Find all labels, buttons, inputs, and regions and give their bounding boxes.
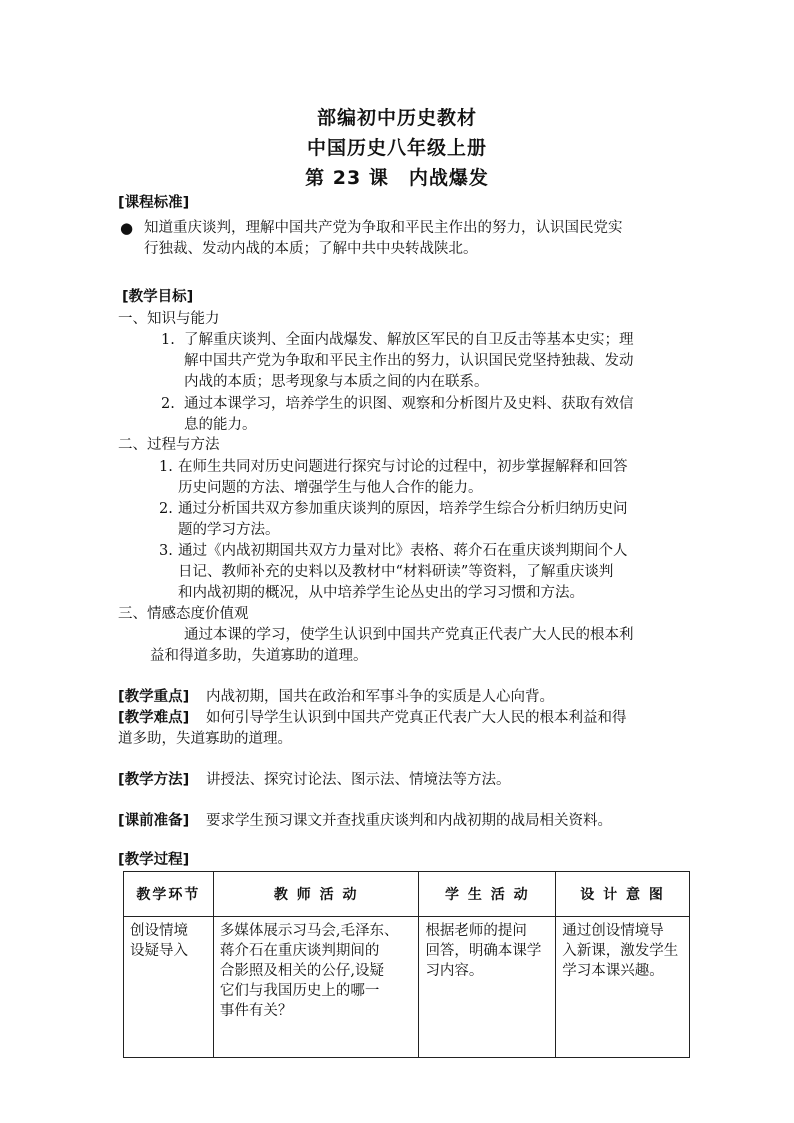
list-item: 在师生共同对历史问题进行探究与讨论的过程中，初步掌握解释和回答 (178, 459, 628, 475)
cell-line: 创设情境 (130, 923, 188, 939)
process-table (123, 871, 690, 1058)
header-student: 学 生 活 动 (419, 872, 556, 917)
list-item: 了解重庆谈判、全面内战爆发、解放区军民的自卫反击等基本史实；理 (184, 332, 634, 348)
cell-line: 回答，明确本课学 (425, 943, 542, 959)
cell-line: 习内容。 (425, 963, 484, 979)
cell-line: 通过创设情境导 (562, 923, 664, 939)
difficulty-label: [教学难点] (118, 710, 190, 726)
list-item: 通过《内战初期国共双方力量对比》表格、蒋介石在重庆谈判期间个人 (178, 543, 628, 559)
list-number: 2. (159, 501, 173, 517)
doc-title-lesson: 第 23 课 内战爆发 (305, 167, 489, 189)
difficulty-text: 道多助，失道寡助的道理。 (118, 731, 292, 747)
list-item: 题的学习方法。 (178, 522, 280, 538)
cell-line: 根据老师的提问 (425, 923, 527, 939)
list-item: 通过本课学习，培养学生的识图、观察和分析图片及史料、获取有效信 (184, 396, 634, 412)
list-item: 日记、教师补充的史料以及教材中“材料研读”等资料，了解重庆谈判 (178, 564, 614, 580)
cell-line: 多媒体展示习马会,毛泽东、 (219, 923, 399, 939)
emotion-line: 益和得道多助，失道寡助的道理。 (150, 648, 368, 664)
header-teacher: 教 师 活 动 (213, 872, 419, 917)
cell-line: 合影照及相关的公仔,设疑 (219, 963, 384, 979)
cell-stage (124, 917, 214, 1058)
cell-line: 设疑导入 (130, 943, 188, 959)
goal-heading-process: 二、过程与方法 (118, 437, 220, 453)
key-point-text: 内战初期，国共在政治和军事斗争的实质是人心向背。 (206, 689, 554, 705)
list-number: 2. (161, 396, 175, 412)
list-number: 1. (159, 459, 173, 475)
curriculum-line: 知道重庆谈判，理解中国共产党为争取和平民主作出的努力，认识国民党实 (144, 220, 623, 236)
goals-label: [教学目标] (122, 289, 194, 305)
curriculum-label: [课程标准] (118, 195, 190, 211)
goal-heading-knowledge: 一、知识与能力 (118, 311, 220, 327)
cell-line: 入新课，激发学生 (562, 943, 679, 959)
cell-student (419, 917, 556, 1058)
list-number: 1. (161, 332, 175, 348)
table-row (124, 917, 690, 1058)
methods-text: 讲授法、探究讨论法、图示法、情境法等方法。 (206, 772, 511, 788)
methods-label: [教学方法] (118, 772, 190, 788)
cell-teacher (213, 917, 419, 1058)
list-item: 和内战初期的概况，从中培养学生论丛史出的学习习惯和方法。 (178, 585, 584, 601)
preparation-label: [课前准备] (118, 813, 190, 829)
list-item: 通过分析国共双方参加重庆谈判的原因，培养学生综合分析归纳历史问 (178, 501, 628, 517)
cell-line: 学习本课兴趣。 (562, 963, 664, 979)
emotion-line: 通过本课的学习，使学生认识到中国共产党真正代表广大人民的根本利 (184, 627, 634, 643)
preparation-text: 要求学生预习课文并查找重庆谈判和内战初期的战局相关资料。 (206, 813, 612, 829)
list-item: 历史问题的方法、增强学生与他人合作的能力。 (178, 480, 483, 496)
list-number: 3. (159, 543, 173, 559)
table-header-row (124, 872, 690, 917)
bullet-icon: ● (120, 219, 134, 237)
cell-line: 事件有关？ (219, 1003, 293, 1019)
doc-title-grade: 中国历史八年级上册 (306, 137, 487, 159)
curriculum-line: 行独裁、发动内战的本质；了解中共中央转战陕北。 (144, 241, 478, 257)
cell-intent (556, 917, 690, 1058)
key-point-label: [教学重点] (118, 689, 190, 705)
list-item: 解中国共产党为争取和平民主作出的努力，认识国民党坚持独裁、发动 (184, 353, 634, 369)
cell-line: 蒋介石在重庆谈判期间的 (219, 943, 380, 959)
cell-line: 它们与我国历史上的哪一 (219, 983, 380, 999)
doc-title-textbook: 部编初中历史教材 (316, 107, 477, 129)
process-label: [教学过程] (118, 852, 190, 868)
goal-heading-emotion: 三、情感态度价值观 (118, 606, 249, 622)
header-stage: 教学环节 (124, 872, 214, 917)
list-item: 内战的本质；思考现象与本质之间的内在联系。 (184, 374, 489, 390)
list-item: 息的能力。 (184, 417, 257, 433)
header-intent: 设 计 意 图 (556, 872, 690, 917)
difficulty-text: 如何引导学生认识到中国共产党真正代表广大人民的根本利益和得 (206, 710, 627, 726)
